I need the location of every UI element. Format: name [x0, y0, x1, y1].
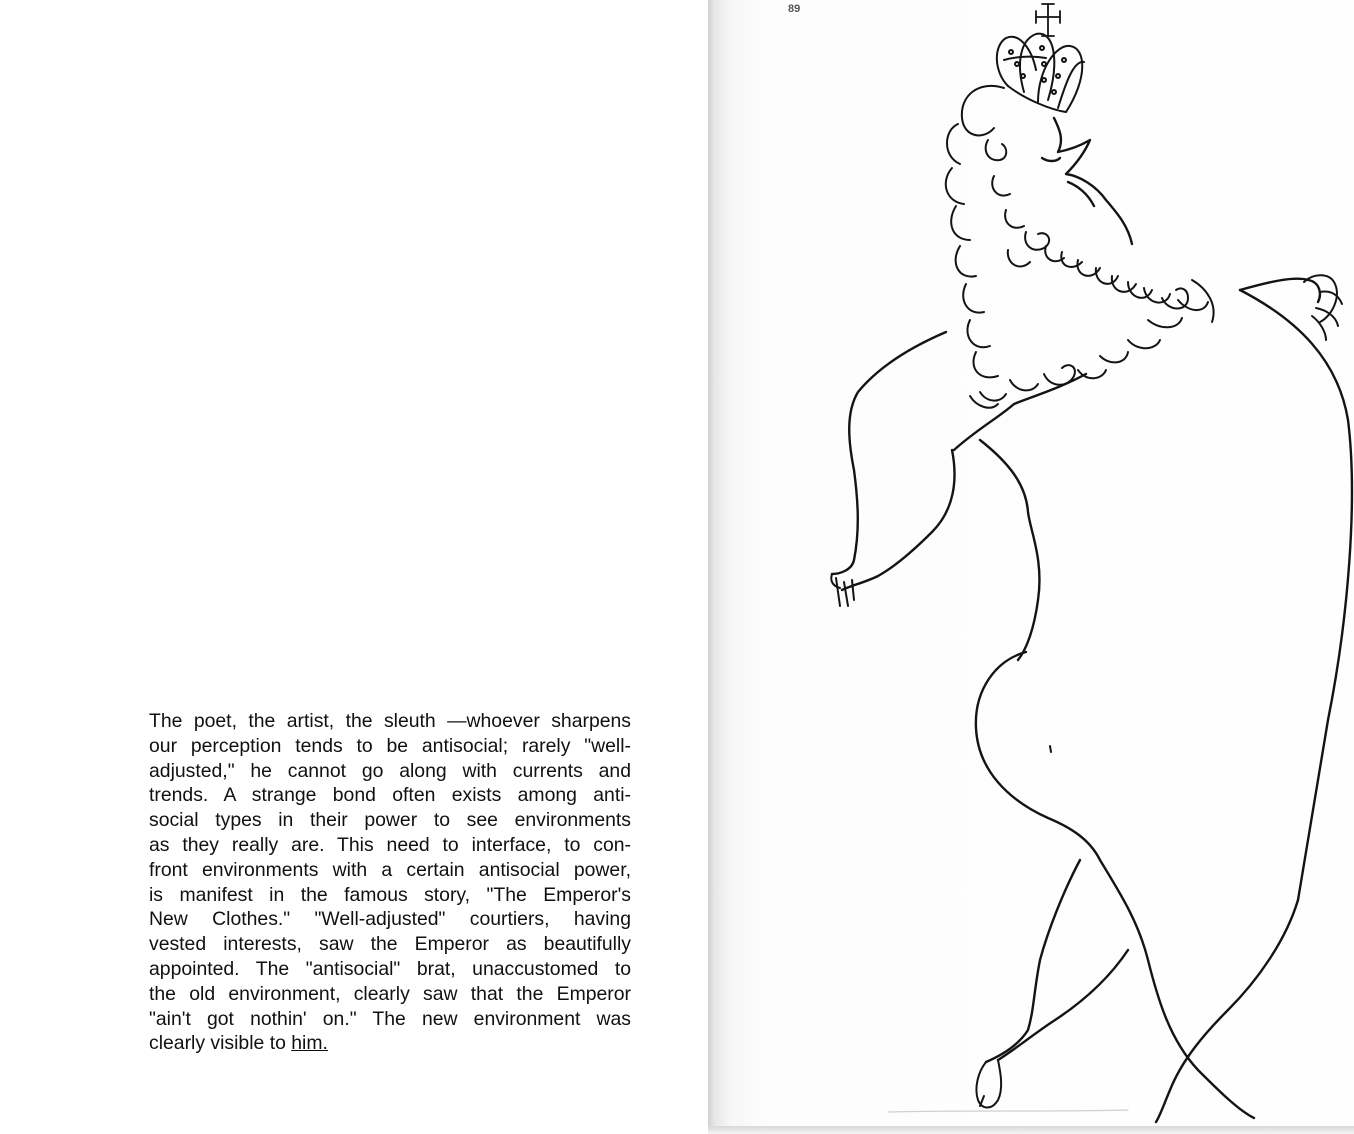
left-arm-outline — [832, 332, 946, 574]
passage-line: vested interests, saw the Emperor as beautifully — [149, 933, 631, 956]
rear-leg-outline — [986, 860, 1080, 1062]
buttocks-outline — [976, 652, 1100, 860]
passage-text — [149, 709, 631, 1056]
passage-line: appointed. The "antisocial" brat, unaccustomed to — [149, 957, 631, 980]
emphasis-him: him. — [291, 1032, 328, 1055]
passage-last-line — [149, 1031, 631, 1056]
passage-line: adjusted," he cannot go along with currents and — [149, 759, 631, 782]
passage-line: front environments with a certain antisocial power, — [149, 858, 631, 881]
passage-line: our perception tends to be antisocial; rarely "well- — [149, 734, 631, 757]
crown-icon — [997, 34, 1084, 112]
wig-curls — [946, 86, 1214, 408]
front-leg-outline — [1100, 860, 1254, 1118]
page-bottom-edge — [708, 1126, 1354, 1134]
navel-mark — [1050, 746, 1051, 752]
foot-icon — [976, 1060, 1001, 1108]
right-page — [708, 0, 1354, 1128]
right-hand-icon — [1304, 275, 1342, 340]
belly-outline — [1240, 290, 1352, 900]
passage-last-line-text: clearly visible to — [149, 1032, 292, 1055]
passage-line: social types in their power to see environments — [149, 809, 631, 832]
passage-line: the old environment, clearly saw that the Emperor — [149, 982, 631, 1005]
passage-line: New Clothes." "Well-adjusted" courtiers, having — [149, 908, 631, 931]
back-outline — [954, 374, 1086, 450]
face-outline — [1054, 118, 1132, 244]
passage-line: as they really are. This need to interface, to con- — [149, 833, 631, 856]
passage-line: The poet, the artist, the sleuth —whoever sharpens — [149, 710, 631, 732]
eye-line — [1042, 158, 1060, 161]
right-arm-outline — [1240, 279, 1320, 302]
back-leg-outline — [1156, 900, 1298, 1122]
emperor-illustration — [708, 0, 1354, 1128]
crown-cross-icon — [1036, 4, 1060, 36]
shoulder-line — [980, 440, 1039, 660]
ground-line — [888, 1110, 1128, 1112]
passage-line: trends. A strange bond often exists among anti- — [149, 784, 631, 807]
page-number: 89 — [788, 3, 801, 15]
passage-line: is manifest in the famous story, "The Emperor's — [149, 883, 631, 906]
left-arm-inner — [842, 450, 955, 590]
passage-line: "ain't got nothin' on." The new environment was — [149, 1007, 631, 1030]
